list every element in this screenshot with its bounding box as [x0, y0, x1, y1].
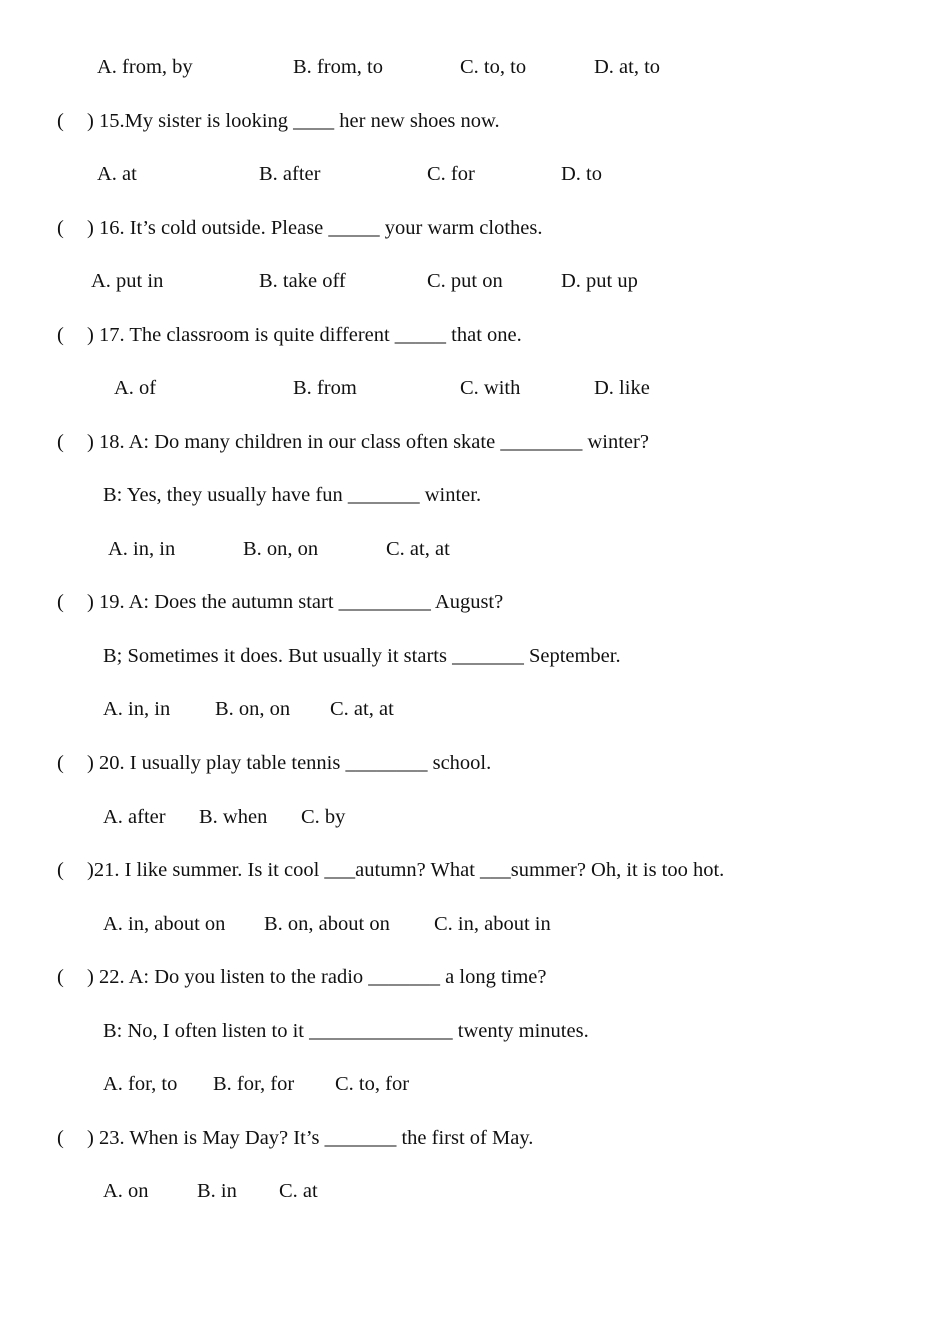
question-stem: ) 23. When is May Day? It’s _______ the first of May.	[87, 1127, 534, 1149]
question-22	[0, 962, 547, 992]
question-16-options	[0, 266, 638, 296]
option-a: A. for, to	[103, 1073, 178, 1095]
answer-paren[interactable]: (	[57, 859, 64, 881]
question-stem-b: B: No, I often listen to it ______________ twenty minutes.	[103, 1020, 589, 1042]
option-a: A. on	[103, 1180, 149, 1202]
option-c: C. for	[427, 163, 475, 185]
q14-option-c: C. to, to	[460, 56, 527, 78]
option-a: A. at	[97, 163, 137, 185]
answer-paren[interactable]: (	[57, 966, 64, 988]
q14-option-a: A. from, by	[97, 56, 193, 78]
question-18-options	[0, 534, 450, 564]
question-22-options	[0, 1069, 410, 1099]
question-19-line-b	[0, 641, 621, 671]
question-15	[0, 106, 500, 136]
answer-paren[interactable]: (	[57, 591, 64, 613]
question-18	[0, 427, 649, 457]
question-stem: ) 18. A: Do many children in our class often skate ________ winter?	[87, 431, 649, 453]
question-21	[0, 855, 725, 885]
option-b: B. for, for	[213, 1073, 295, 1095]
question-stem: ) 17. The classroom is quite different _____ that one.	[87, 324, 522, 346]
option-a: A. after	[103, 806, 166, 828]
option-a: A. in, in	[103, 698, 171, 720]
question-22-line-b	[0, 1016, 589, 1046]
option-a: A. in, in	[108, 538, 176, 560]
question-stem: ) 22. A: Do you listen to the radio _______ a long time?	[87, 966, 547, 988]
answer-paren[interactable]: (	[57, 324, 64, 346]
question-stem: ) 16. It’s cold outside. Please _____ your warm clothes.	[87, 217, 543, 239]
option-b: B. in	[197, 1180, 237, 1202]
answer-paren[interactable]: (	[57, 217, 64, 239]
question-17-options	[0, 373, 650, 403]
answer-paren[interactable]: (	[57, 752, 64, 774]
option-b: B. after	[259, 163, 321, 185]
q14-option-b: B. from, to	[293, 56, 383, 78]
option-b: B. on, on	[215, 698, 291, 720]
question-stem: ) 19. A: Does the autumn start _________ August?	[87, 591, 504, 613]
option-b: B. on, about on	[264, 913, 390, 935]
option-c: C. at, at	[330, 698, 394, 720]
answer-paren[interactable]: (	[57, 1127, 64, 1149]
question-stem-b: B; Sometimes it does. But usually it starts _______ September.	[103, 645, 621, 667]
question-21-options	[0, 909, 551, 939]
option-c: C. with	[460, 377, 521, 399]
question-19	[0, 587, 504, 617]
option-c: C. in, about in	[434, 913, 551, 935]
option-b: B. on, on	[243, 538, 319, 560]
question-23	[0, 1123, 534, 1153]
option-c: C. put on	[427, 270, 503, 292]
question-stem: )21. I like summer. Is it cool ___autumn? What ___summer? Oh, it is too hot.	[87, 859, 725, 881]
option-a: A. put in	[91, 270, 164, 292]
question-20-options	[0, 802, 346, 832]
question-16	[0, 213, 543, 243]
option-b: B. from	[293, 377, 357, 399]
question-18-line-b	[0, 480, 482, 510]
question-20	[0, 748, 492, 778]
question-23-options	[0, 1176, 318, 1206]
q14-option-d: D. at, to	[594, 56, 661, 78]
q14-options	[0, 52, 661, 82]
answer-paren[interactable]: (	[57, 110, 64, 132]
question-stem: ) 20. I usually play table tennis ________ school.	[87, 752, 492, 774]
option-c: C. to, for	[335, 1073, 410, 1095]
option-d: D. put up	[561, 270, 638, 292]
answer-paren[interactable]: (	[57, 431, 64, 453]
option-d: D. like	[594, 377, 650, 399]
question-15-options	[0, 159, 602, 189]
question-19-options	[0, 694, 394, 724]
option-c: C. by	[301, 806, 346, 828]
question-stem-b: B: Yes, they usually have fun _______ winter.	[103, 484, 482, 506]
question-stem: ) 15.My sister is looking ____ her new shoes now.	[87, 110, 500, 132]
option-c: C. at	[279, 1180, 318, 1202]
option-b: B. when	[199, 806, 268, 828]
question-17	[0, 320, 522, 350]
option-a: A. in, about on	[103, 913, 226, 935]
option-b: B. take off	[259, 270, 346, 292]
option-c: C. at, at	[386, 538, 450, 560]
option-a: A. of	[114, 377, 157, 399]
option-d: D. to	[561, 163, 602, 185]
